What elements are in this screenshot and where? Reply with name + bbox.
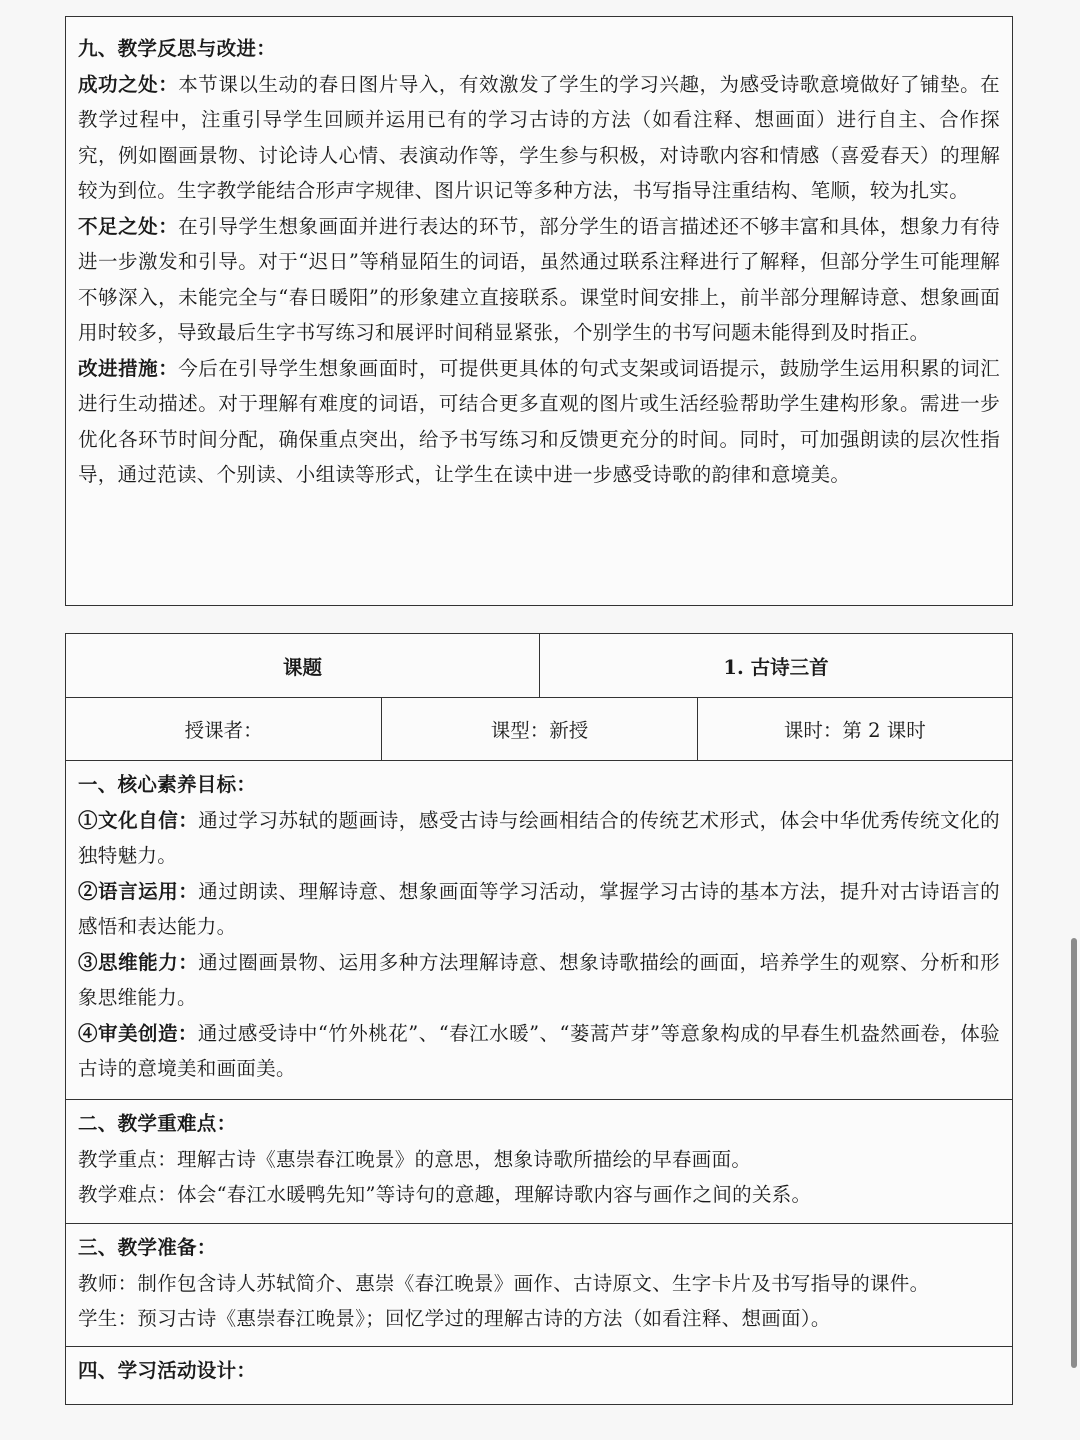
keypoints-section: [66, 1100, 1012, 1224]
teacher-cell: 授课者：: [184, 719, 263, 742]
goal-text: 通过学习苏轼的题画诗，感受古诗与绘画相结合的传统艺术形式，体会中华优秀传统文化的独特魅力。: [78, 808, 1000, 867]
scrollbar[interactable]: [1071, 938, 1077, 1368]
goal-label: ③思维能力：: [78, 950, 199, 974]
success-label: 成功之处：: [78, 72, 179, 96]
improve-label: 改进措施：: [78, 356, 179, 380]
prep-teacher: 教师：制作包含诗人苏轼简介、惠崇《春江晚景》画作、古诗原文、生字卡片及书写指导的课件。: [78, 1271, 930, 1295]
teaching-focus: 教学重点：理解古诗《惠崇春江晚景》的意思，想象诗歌所描绘的早春画面。: [78, 1147, 752, 1171]
design-heading: 四、学习活动设计：: [78, 1359, 257, 1382]
goals-heading: 一、核心素养目标：: [78, 773, 257, 796]
topic-value: 1. 古诗三首: [539, 634, 1012, 697]
keypoints-heading: 二、教学重难点：: [78, 1112, 237, 1135]
goal-text: 通过圈画景物、运用多种方法理解诗意、想象诗歌描绘的画面，培养学生的观察、分析和形象思维能力。: [78, 950, 1000, 1009]
lesson-plan-table: [65, 633, 1013, 1405]
info-row: [66, 698, 1012, 761]
goal-text: 通过朗读、理解诗意、想象画面等学习活动，掌握学习古诗的基本方法，提升对古诗语言的感悟和表达能力。: [78, 879, 1000, 938]
prep-student: 学生：预习古诗《惠崇春江晚景》；回忆学过的理解古诗的方法（如看注释、想画面）。: [78, 1307, 831, 1330]
topic-row: [66, 634, 1012, 698]
design-section: [66, 1347, 1012, 1406]
goal-item: [78, 1016, 1000, 1087]
improve-paragraph: [78, 351, 1000, 493]
prep-heading: 三、教学准备：: [78, 1236, 217, 1259]
reflection-section: [65, 16, 1013, 606]
success-paragraph: [78, 67, 1000, 209]
goal-label: ④审美创造：: [78, 1021, 198, 1045]
topic-label: 课题: [282, 655, 322, 679]
prep-section: [66, 1224, 1012, 1347]
improve-text: 今后在引导学生想象画面时，可提供更具体的句式支架或词语提示，鼓励学生运用积累的词汇进行生动描述。对于理解有难度的词语，可结合更多直观的图片或生活经验帮助学生建构形象。需进一步优化各环节时间分配，确保重点突出，给予书写练习和反馈更充分的时间。同时，可加强朗读的层次性指导，通过范读、个别读、小组读等形式，让学生在读中进一步感受诗歌的韵律和意境美。: [78, 356, 1000, 486]
goal-label: ①文化自信：: [78, 808, 199, 832]
shortfall-paragraph: [78, 209, 1000, 351]
goal-item: [78, 803, 1000, 874]
success-text: 本节课以生动的春日图片导入，有效激发了学生的学习兴趣，为感受诗歌意境做好了铺垫。在教学过程中，注重引导学生回顾并运用已有的学习古诗的方法（如看注释、想画面）进行自主、合作探究，例如圈画景物、讨论诗人心情、表演动作等，学生参与积极，对诗歌内容和情感（喜爱春天）的理解较为到位。生字教学能结合形声字规律、图片识记等多种方法，书写指导注重结构、笔顺，较为扎实。: [78, 72, 1000, 202]
teaching-difficulty: 教学难点：体会“春江水暖鸭先知”等诗句的意趣，理解诗歌内容与画作之间的关系。: [78, 1183, 812, 1206]
period-cell: 课时：第 2 课时: [697, 698, 1012, 760]
goals-section: [66, 761, 1012, 1100]
goal-item: [78, 874, 1000, 945]
shortfall-label: 不足之处：: [78, 214, 179, 238]
reflection-heading: 九、教学反思与改进：: [78, 37, 277, 60]
goal-label: ②语言运用：: [78, 879, 199, 903]
shortfall-text: 在引导学生想象画面并进行表达的环节，部分学生的语言描述还不够丰富和具体，想象力有待进一步激发和引导。对于“迟日”等稍显陌生的词语，虽然通过联系注释进行了解释，但部分学生可能理解不够深入，未能完全与“春日暖阳”的形象建立直接联系。课堂时间安排上，前半部分理解诗意、想象画面用时较多，导致最后生字书写练习和展评时间稍显紧张，个别学生的书写问题未能得到及时指正。: [78, 214, 1000, 344]
goal-text: 通过感受诗中“竹外桃花”、“春江水暖”、“蒌蒿芦芽”等意象构成的早春生机盎然画卷，体验古诗的意境美和画面美。: [78, 1021, 1000, 1080]
goal-item: [78, 945, 1000, 1016]
lesson-type-cell: 课型：新授: [381, 698, 696, 760]
